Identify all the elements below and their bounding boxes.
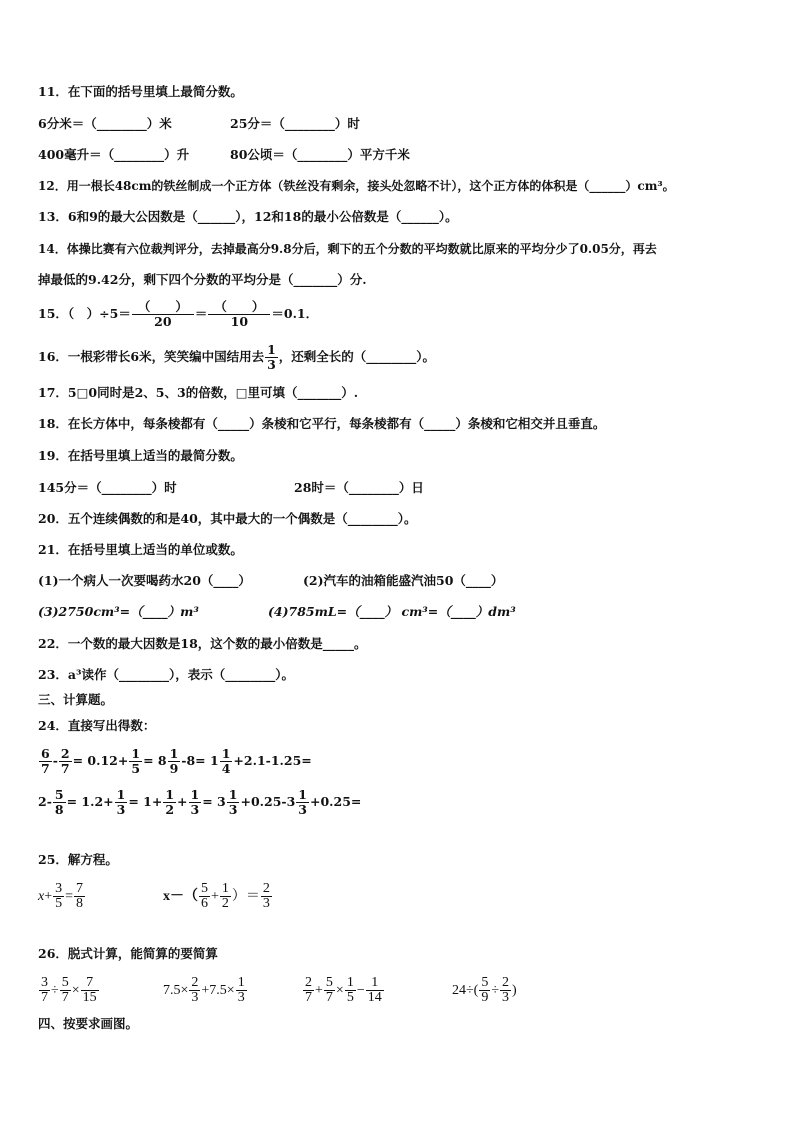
q21-item-4: (4)785mL=（____） cm³=（____）dm³ [268,604,516,619]
q24-r1-f2-den: 7 [60,761,70,776]
q25-e1-n2: 7 [76,881,84,897]
q26-expr-4 [452,972,517,1010]
q25-e2-d2: 2 [221,896,229,912]
q24-r1-f3-num: 1 [131,746,141,761]
q25-e2-n2: 1 [221,881,229,897]
q26-e1-d1: 7 [41,990,48,1006]
q15-frac2-den: 10 [230,314,249,329]
q26-e2-n2: 1 [237,975,245,991]
q13-text: 13．6和9的最大公因数是（______），12和18的最小公倍数是（______）。 [38,209,458,224]
q24-row2 [38,785,361,819]
q26-e4-op: ÷ [491,983,500,998]
q26-e4-d1: 9 [481,990,489,1006]
q12-text: 12．用一根长48cm的铁丝制成一个正方体（铁丝没有剩余，接头处忽略不计），这个正方体的体积是（______）cm³。 [38,179,675,193]
q26-e4-b: ) [512,983,517,998]
q26-e4-a: 24÷( [452,983,479,998]
q26-e3-op3: − [356,983,365,998]
q19-title: 19．在括号里填上适当的最简分数。 [38,448,243,463]
q26-e4-n2: 2 [502,975,510,991]
q26-expr-3 [302,972,385,1010]
section-4-heading: 四、按要求画图。 [38,1016,139,1031]
q25-e2-d1: 6 [201,896,208,912]
q25-e2-n3: 2 [262,881,270,897]
q26-e3-d3: 5 [346,990,354,1006]
q25-title: 25．解方程。 [38,852,118,867]
q26-e2-d1: 3 [191,990,199,1006]
q11-item-b: 25分＝（________）时 [230,116,360,131]
q25-e1-plus: + [44,889,53,904]
q24-r1-t4: +2.1-1.25= [233,753,312,768]
q24-r2-f1-den: 8 [54,802,64,817]
q24-r1-f4-num: 1 [169,746,179,761]
q16 [38,341,435,373]
q24-r2-t2: = 1.2+ [66,794,114,809]
q24-r1-f4-den: 9 [169,761,179,776]
q17-text: 17．5□0同时是2、5、3的倍数，□里可填（_______）. [38,385,359,400]
q23-text: 23．a³读作（________），表示（________）。 [38,667,294,682]
q24-title: 24．直接写出得数： [38,718,156,733]
q25-equation-1 [38,878,86,916]
q26-e3-n3: 1 [346,975,354,991]
q25-e1-d2: 8 [76,896,84,912]
q24-r2-f4-den: 3 [190,802,200,817]
q20-text: 20．五个连续偶数的和是40，其中最大的一个偶数是（________）。 [38,511,417,526]
q25-e1-eq: = [65,889,74,904]
q15-eq: ＝ [194,306,208,321]
q26-e1-n3: 7 [81,976,99,991]
q18-text: 18．在长方体中，每条棱都有（_____）条棱和它平行，每条棱都有（_____）条棱和它相交并且垂直。 [38,416,606,431]
q25-equation-2 [163,878,273,916]
q25-e2-eq: ＝ [245,889,260,904]
q25-e2-close: ） [231,889,246,904]
q21-title: 21．在括号里填上适当的单位或数。 [38,542,243,557]
q22-text: 22．一个数的最大因数是18，这个数的最小倍数是_____。 [38,636,367,651]
q15-prefix: 15．（ ）÷5＝ [38,306,131,321]
q26-e3-d2: 7 [325,990,333,1006]
q24-r2-f6-den: 3 [298,802,307,817]
q26-e1-d3: 15 [82,990,97,1006]
q19-item-b: 28时＝（________）日 [294,480,424,495]
q24-row1 [38,744,312,778]
q25-e2-d3: 3 [262,896,270,912]
q25-e1-d1: 5 [55,896,63,912]
q24-r1-op1: - [52,753,58,768]
q24-r2-t1: 2- [38,794,52,809]
q24-r2-f3-num: 1 [165,787,175,802]
q24-r1-f5-num: 1 [221,746,231,761]
q24-r1-f2-num: 2 [60,746,70,761]
q11-title: 11．在下面的括号里填上最简分数。 [38,84,243,99]
q26-e3-d1: 7 [305,990,312,1006]
q26-e3-op2: × [335,983,344,998]
q24-r2-t7: +0.25= [309,794,362,809]
q15-frac1-num: （ ） [132,300,194,315]
q15 [38,298,318,330]
section-3-heading: 三、计算题。 [38,692,114,707]
q24-r2-f2-den: 3 [116,802,126,817]
q26-e4-n1: 5 [481,975,489,991]
q26-expr-1 [38,972,100,1010]
q26-e1-op1: ÷ [51,983,59,998]
q26-e1-op2: × [71,983,80,998]
q24-r1-f3-den: 5 [131,761,141,776]
q24-r1-f5-den: 4 [221,761,231,776]
q15-frac1-den: 20 [154,314,172,329]
q16-num: 1 [267,342,276,357]
q24-r1-f1-den: 7 [41,761,50,776]
q25-e2-n1: 5 [201,881,208,897]
q26-e1-n2: 5 [61,975,69,991]
q24-r2-t5: = 3 [202,794,226,809]
q15-end: ＝0.1． [271,306,319,321]
q11-item-c: 400毫升＝（________）升 [38,147,190,162]
q26-e3-n2: 5 [325,975,333,991]
q14-line1: 14．体操比赛有六位裁判评分，去掉最高分9.8分后，剩下的五个分数的平均数就比原来的平均分少了0.05分，再去 [38,242,657,256]
q24-r1-t3: -8= 1 [181,753,219,768]
q26-e2-a: 7.5× [163,983,189,998]
q21-item-2: (2)汽车的油箱能盛汽油50（____） [303,573,504,588]
q26-e1-n1: 3 [41,975,48,991]
q19-item-a: 145分＝（________）时 [38,480,177,495]
q21-item-1: (1)一个病人一次要喝药水20（____） [38,573,251,588]
q26-e3-op1: + [315,983,323,998]
q26-e1-d2: 7 [61,990,69,1006]
q11-item-d: 80公顷＝（________）平方千米 [230,147,410,162]
q26-expr-2 [163,972,248,1010]
q26-e3-d4: 14 [367,990,382,1006]
q24-r1-f1-num: 6 [41,746,50,761]
q26-e4-d2: 3 [502,990,510,1006]
q24-r2-f4-num: 1 [190,787,200,802]
q26-e2-n1: 2 [191,975,199,991]
q24-r1-t1: = 0.12+ [72,753,129,768]
q24-r2-f2-num: 1 [116,787,126,802]
q16-suffix: ，还剩全长的（________）。 [278,349,436,364]
q25-e1-n1: 3 [55,881,63,897]
q26-e2-b: +7.5× [201,983,235,998]
q25-e1-x: x [38,889,45,904]
q24-r2-f3-den: 2 [165,802,175,817]
q24-r2-t6: +0.25-3 [240,794,296,809]
q21-item-3: (3)2750cm³=（____）m³ [38,604,199,619]
q24-r2-f5-den: 3 [228,802,238,817]
q26-e3-n4: 1 [366,976,384,991]
q24-r2-f5-num: 1 [228,787,238,802]
q16-prefix: 16．一根彩带长6米，笑笑编中国结用去 [38,349,265,364]
q25-e2-x: x－（ [163,889,198,904]
q11-item-a: 6分米＝（________）米 [38,116,172,131]
q24-r2-f6-num: 1 [298,787,307,802]
q14-line2: 掉最低的9.42分，剩下四个分数的平均分是（_______）分. [38,272,367,287]
q24-r1-t2: = 8 [143,753,167,768]
q24-r2-t4: + [177,794,188,809]
q15-frac2-num: （ ） [208,300,270,315]
q24-r2-t3: = 1+ [128,794,163,809]
q16-den: 3 [267,357,276,372]
q24-r2-f1-num: 5 [54,787,64,802]
q25-e2-plus: + [211,889,219,904]
q26-e3-n1: 2 [305,975,312,991]
q26-e2-d2: 3 [237,990,245,1006]
q26-title: 26．脱式计算，能简算的要简算 [38,946,218,961]
